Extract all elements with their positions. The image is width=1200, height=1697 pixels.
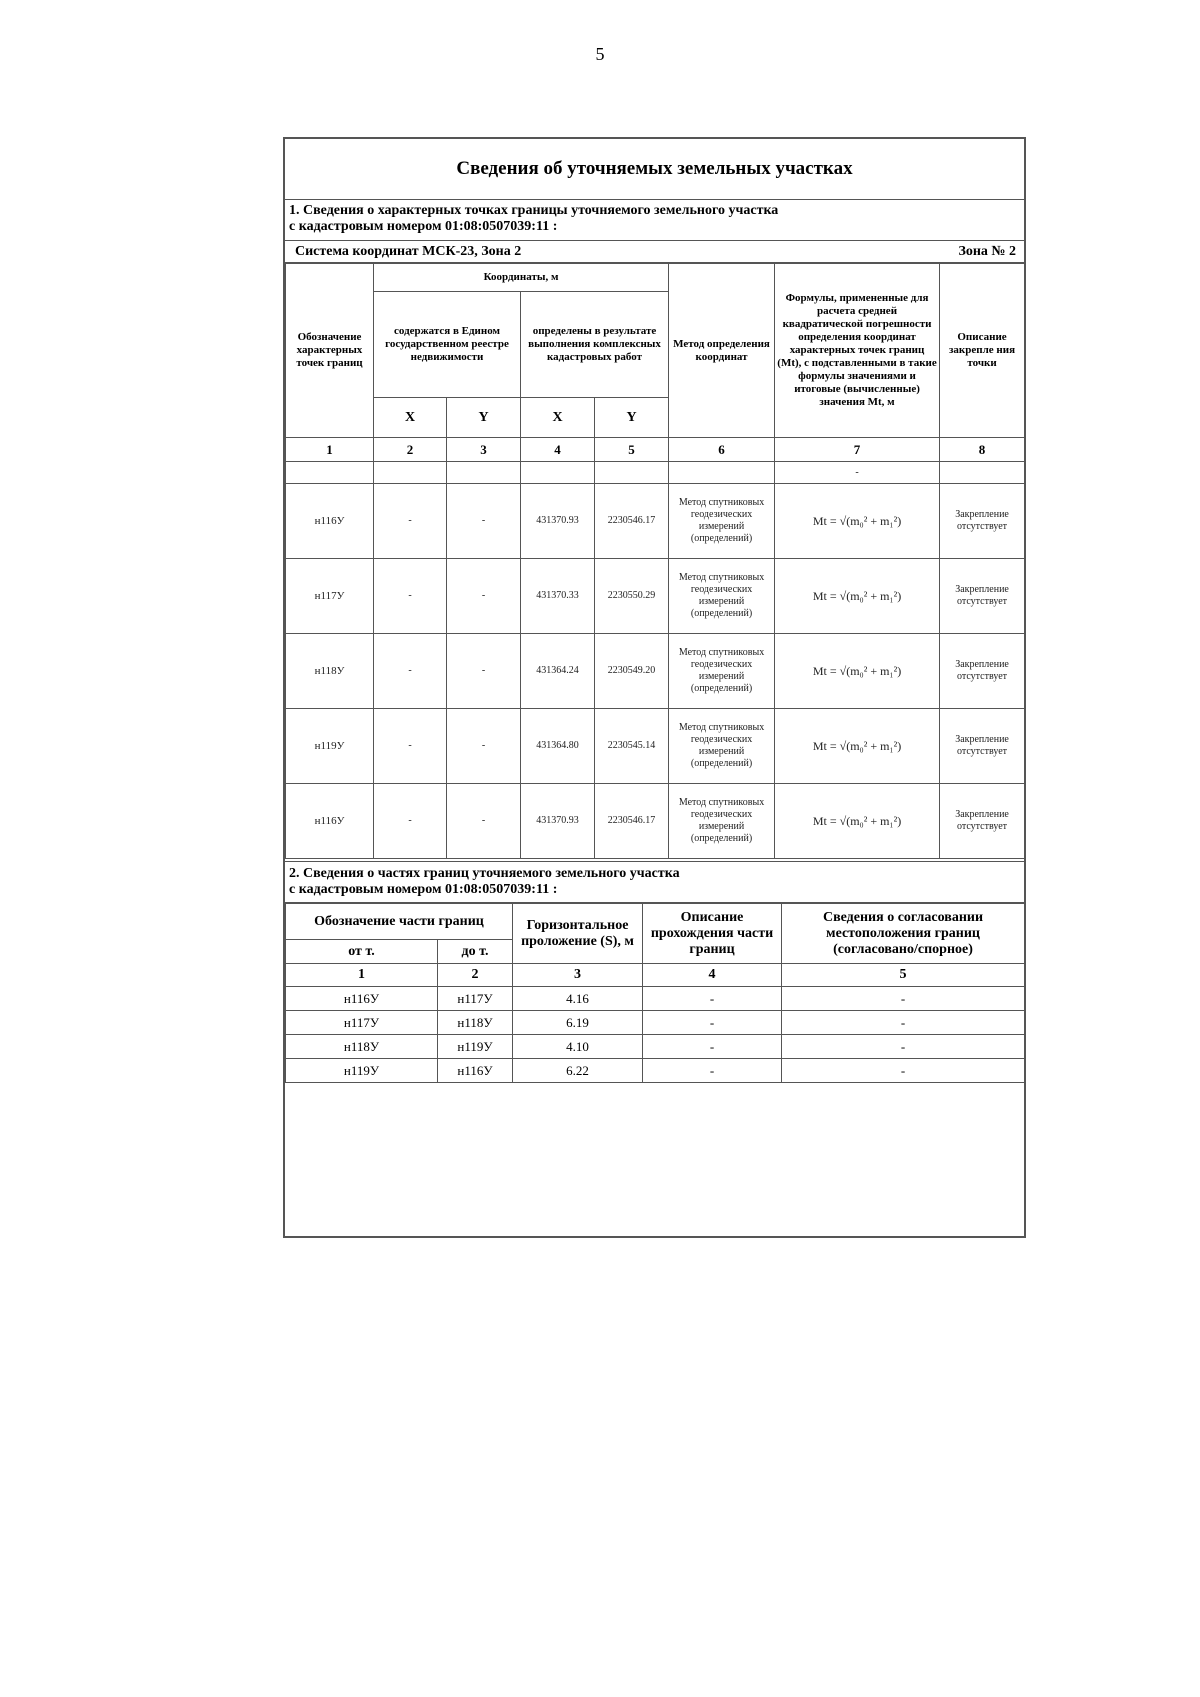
section1-line1: 1. Сведения о характерных точках границы уточняемого земельного участка [289, 203, 779, 218]
section2-line2: с кадастровым номером 01:08:0507039:11 : [289, 882, 558, 897]
agreement: - [782, 987, 1025, 1011]
egrn-x: - [374, 784, 447, 859]
col-number: 2 [438, 964, 513, 987]
header-formula: Формулы, примененные для расчета средней квадратической погрешности определения координат характерных точек границ (Mt), с подставленными в такие формулы значениями и итоговые (вычисленные) значения Mt, м [775, 264, 940, 438]
header-agreement: Сведения о согласовании местоположения границ (согласовано/спорное) [782, 904, 1025, 964]
egrn-y: - [447, 634, 521, 709]
header-y2: Y [595, 398, 669, 438]
egrn-y: - [447, 484, 521, 559]
header-distance: Горизонтальное проложение (S), м [513, 904, 643, 964]
section1-heading [285, 199, 1024, 241]
fix-description: Закрепление отсутствует [940, 709, 1025, 784]
fix-description: Закрепление отсутствует [940, 784, 1025, 859]
col-number: 1 [286, 438, 374, 462]
formula: Mt = √(m₀² + m₁²) [775, 559, 940, 634]
col-number: 7 [775, 438, 940, 462]
agreement: - [782, 1011, 1025, 1035]
header-description: Описание прохождения части границ [643, 904, 782, 964]
col-number: 2 [374, 438, 447, 462]
egrn-x: - [374, 634, 447, 709]
kkr-y: 2230546.17 [595, 484, 669, 559]
col-number: 3 [513, 964, 643, 987]
section1-line2: с кадастровым номером 01:08:0507039:11 : [289, 219, 558, 234]
col-number: 3 [447, 438, 521, 462]
table-row [286, 784, 1025, 859]
coordinate-system: Система координат МСК-23, Зона 2 [295, 243, 522, 259]
egrn-x: - [374, 559, 447, 634]
header-fix: Описание закрепле ния точки [940, 264, 1025, 438]
header-from: от т. [286, 940, 438, 964]
header-coords: Координаты, м [374, 264, 669, 292]
coordinate-system-row [285, 241, 1024, 263]
method: Метод спутниковых геодезических измерений (определений) [669, 559, 775, 634]
header-y1: Y [447, 398, 521, 438]
page-number: 5 [595, 44, 605, 64]
point-id: н119У [286, 709, 374, 784]
blank-row [286, 462, 1025, 484]
formula: Mt = √(m₀² + m₁²) [775, 784, 940, 859]
blank-row-mark: - [775, 462, 940, 484]
method: Метод спутниковых геодезических измерений (определений) [669, 784, 775, 859]
points-table [285, 263, 1025, 859]
distance: 4.16 [513, 987, 643, 1011]
header-kkr: определены в результате выполнения комплексных кадастровых работ [521, 292, 669, 398]
header-part: Обозначение части границ [286, 904, 513, 940]
table-row [286, 987, 1025, 1011]
header-method: Метод определения координат [669, 264, 775, 438]
formula: Mt = √(m₀² + m₁²) [775, 634, 940, 709]
egrn-x: - [374, 709, 447, 784]
from-point: н116У [286, 987, 438, 1011]
col-number: 5 [782, 964, 1025, 987]
agreement: - [782, 1059, 1025, 1083]
egrn-y: - [447, 784, 521, 859]
kkr-y: 2230546.17 [595, 784, 669, 859]
table-row [286, 709, 1025, 784]
kkr-x: 431370.33 [521, 559, 595, 634]
col-number: 4 [521, 438, 595, 462]
fix-description: Закрепление отсутствует [940, 559, 1025, 634]
from-point: н117У [286, 1011, 438, 1035]
description: - [643, 987, 782, 1011]
header-egrn: содержатся в Едином государственном реестре недвижимости [374, 292, 521, 398]
section2-line1: 2. Сведения о частях границ уточняемого земельного участка [289, 866, 680, 881]
table-row [286, 484, 1025, 559]
method: Метод спутниковых геодезических измерений (определений) [669, 634, 775, 709]
kkr-y: 2230550.29 [595, 559, 669, 634]
fix-description: Закрепление отсутствует [940, 634, 1025, 709]
header-to: до т. [438, 940, 513, 964]
fix-description: Закрепление отсутствует [940, 484, 1025, 559]
table-row [286, 1059, 1025, 1083]
col-number: 1 [286, 964, 438, 987]
kkr-y: 2230545.14 [595, 709, 669, 784]
section2-heading [285, 861, 1024, 903]
col-number: 4 [643, 964, 782, 987]
col-number: 6 [669, 438, 775, 462]
kkr-x: 431370.93 [521, 484, 595, 559]
kkr-x: 431364.24 [521, 634, 595, 709]
agreement: - [782, 1035, 1025, 1059]
formula: Mt = √(m₀² + m₁²) [775, 484, 940, 559]
point-id: н118У [286, 634, 374, 709]
from-point: н118У [286, 1035, 438, 1059]
to-point: н119У [438, 1035, 513, 1059]
to-point: н116У [438, 1059, 513, 1083]
distance: 6.19 [513, 1011, 643, 1035]
kkr-y: 2230549.20 [595, 634, 669, 709]
description: - [643, 1059, 782, 1083]
kkr-x: 431364.80 [521, 709, 595, 784]
description: - [643, 1011, 782, 1035]
from-point: н119У [286, 1059, 438, 1083]
egrn-x: - [374, 484, 447, 559]
egrn-y: - [447, 709, 521, 784]
table-row [286, 634, 1025, 709]
kkr-x: 431370.93 [521, 784, 595, 859]
col-number: 8 [940, 438, 1025, 462]
table-row [286, 1011, 1025, 1035]
method: Метод спутниковых геодезических измерений (определений) [669, 709, 775, 784]
to-point: н117У [438, 987, 513, 1011]
parts-table [285, 903, 1025, 1083]
table-row [286, 1035, 1025, 1059]
header-x2: X [521, 398, 595, 438]
col-number: 5 [595, 438, 669, 462]
document-frame [283, 137, 1026, 1238]
zone-label: Зона № 2 [958, 243, 1016, 259]
distance: 6.22 [513, 1059, 643, 1083]
point-id: н117У [286, 559, 374, 634]
to-point: н118У [438, 1011, 513, 1035]
document-title: Сведения об уточняемых земельных участках [285, 139, 1024, 200]
egrn-y: - [447, 559, 521, 634]
method: Метод спутниковых геодезических измерений (определений) [669, 484, 775, 559]
header-point: Обозначение характерных точек границ [286, 264, 374, 438]
distance: 4.10 [513, 1035, 643, 1059]
point-id: н116У [286, 784, 374, 859]
table-row [286, 559, 1025, 634]
point-id: н116У [286, 484, 374, 559]
formula: Mt = √(m₀² + m₁²) [775, 709, 940, 784]
header-x1: X [374, 398, 447, 438]
description: - [643, 1035, 782, 1059]
